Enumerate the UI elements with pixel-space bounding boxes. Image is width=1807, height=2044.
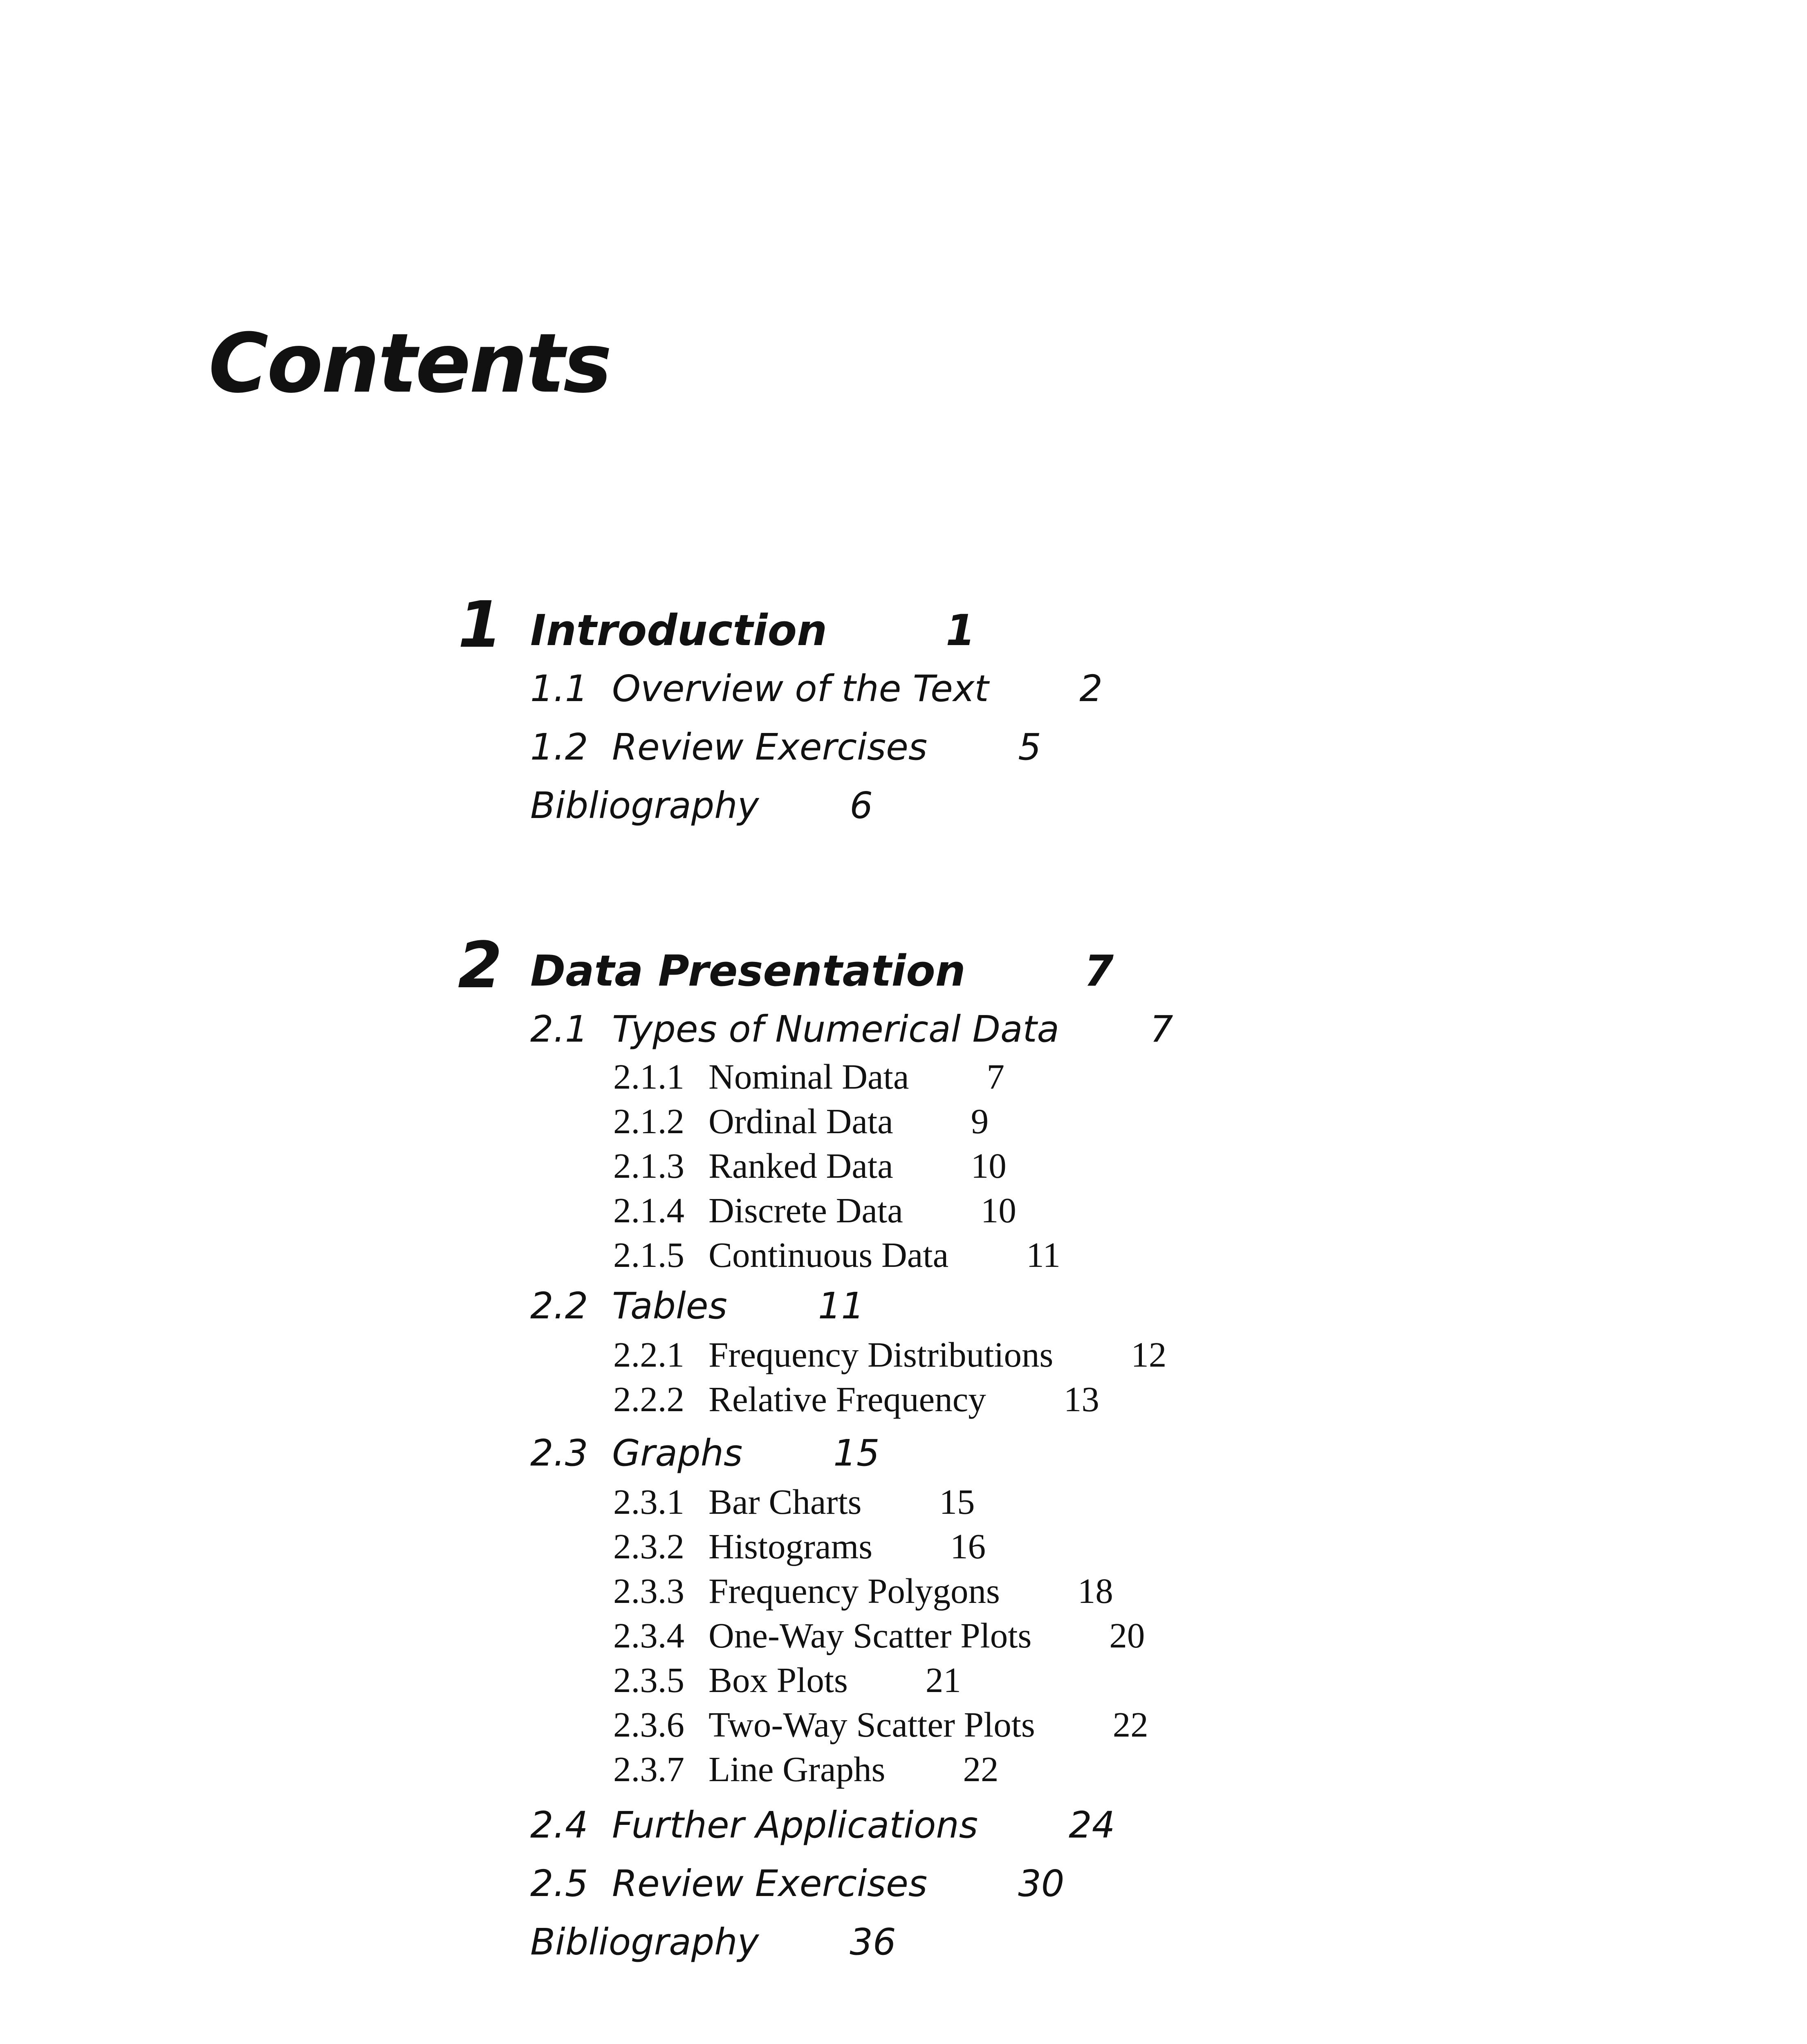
- toc-subsection-entry[interactable]: [613, 1751, 998, 1787]
- section-number: 2.3: [530, 1432, 588, 1474]
- page-number: 7: [1084, 946, 1114, 996]
- page-number: 22: [1112, 1705, 1148, 1744]
- toc-section-entry[interactable]: [530, 1432, 880, 1474]
- toc-section-entry[interactable]: [530, 1921, 896, 1963]
- toc-section-entry[interactable]: [530, 667, 1103, 710]
- page-number: 2: [1079, 667, 1103, 710]
- section-number: 2.2: [530, 1284, 588, 1327]
- section-number: 2.1: [530, 1008, 588, 1050]
- subsection-number: 2.1.2: [613, 1101, 684, 1141]
- page-number: 11: [818, 1284, 865, 1327]
- subsection-title: Bar Charts: [708, 1482, 862, 1522]
- section-number: 2.5: [530, 1862, 588, 1905]
- toc-subsection-entry[interactable]: [613, 1618, 1145, 1653]
- section-title: Further Applications: [612, 1804, 978, 1846]
- toc-subsection-entry[interactable]: [613, 1103, 989, 1139]
- section-title: Bibliography: [530, 784, 759, 827]
- subsection-number: 2.2.1: [613, 1335, 684, 1374]
- toc-subsection-entry[interactable]: [613, 1192, 1016, 1228]
- chapter-number: 2: [458, 928, 502, 1002]
- section-title: Types of Numerical Data: [612, 1008, 1060, 1050]
- toc-subsection-entry[interactable]: [613, 1707, 1148, 1742]
- toc-section-entry[interactable]: [530, 1804, 1115, 1846]
- page-number: 21: [925, 1660, 961, 1700]
- toc-subsection-entry[interactable]: [613, 1237, 1060, 1273]
- subsection-title: One-Way Scatter Plots: [708, 1616, 1032, 1655]
- subsection-title: Relative Frequency: [708, 1379, 986, 1419]
- toc-section-entry[interactable]: [530, 1284, 865, 1327]
- section-title: Review Exercises: [612, 1862, 928, 1905]
- subsection-number: 2.1.1: [613, 1057, 684, 1096]
- toc-section-entry[interactable]: [530, 1862, 1065, 1905]
- subsection-title: Frequency Distributions: [708, 1335, 1054, 1374]
- toc-subsection-entry[interactable]: [613, 1059, 1004, 1094]
- toc-chapter-entry[interactable]: [530, 605, 975, 655]
- subsection-number: 2.3.3: [613, 1571, 684, 1611]
- toc-section-entry[interactable]: [530, 726, 1041, 768]
- subsection-title: Histograms: [708, 1526, 873, 1566]
- subsection-number: 2.3.4: [613, 1616, 684, 1655]
- subsection-number: 2.3.5: [613, 1660, 684, 1700]
- page-number: 15: [939, 1482, 975, 1522]
- page-number: 1: [946, 605, 975, 655]
- toc-section-entry[interactable]: [530, 1008, 1173, 1050]
- subsection-number: 2.3.7: [613, 1749, 684, 1789]
- page-title: Contents: [208, 316, 610, 411]
- page-number: 12: [1131, 1335, 1167, 1374]
- chapter-number: 1: [458, 587, 502, 662]
- subsection-title: Box Plots: [708, 1660, 848, 1700]
- page-number: 16: [950, 1526, 986, 1566]
- section-number: 2.4: [530, 1804, 588, 1846]
- toc-subsection-entry[interactable]: [613, 1484, 975, 1520]
- toc-subsection-entry[interactable]: [613, 1337, 1166, 1372]
- page-number: 7: [986, 1057, 1004, 1096]
- toc-section-entry[interactable]: [530, 784, 873, 827]
- page-number: 24: [1069, 1804, 1115, 1846]
- toc-subsection-entry[interactable]: [613, 1662, 961, 1698]
- section-number: 1.2: [530, 726, 588, 768]
- subsection-number: 2.3.6: [613, 1705, 684, 1744]
- page-number: 15: [833, 1432, 880, 1474]
- page-number: 18: [1077, 1571, 1113, 1611]
- subsection-title: Discrete Data: [708, 1190, 903, 1230]
- page-number: 20: [1109, 1616, 1145, 1655]
- subsection-number: 2.3.2: [613, 1526, 684, 1566]
- subsection-number: 2.1.3: [613, 1146, 684, 1186]
- chapter-title: Introduction: [530, 605, 827, 655]
- page-number: 13: [1063, 1379, 1099, 1419]
- subsection-title: Two-Way Scatter Plots: [708, 1705, 1035, 1744]
- page-number: 10: [980, 1190, 1016, 1230]
- toc-subsection-entry[interactable]: [613, 1146, 1007, 1186]
- toc-subsection-entry[interactable]: [613, 1573, 1113, 1609]
- toc-chapter-entry[interactable]: [530, 946, 1114, 996]
- section-title: Overview of the Text: [612, 667, 989, 710]
- page-number: 36: [850, 1921, 896, 1963]
- section-title: Review Exercises: [612, 726, 928, 768]
- page-number: 10: [971, 1146, 1007, 1186]
- section-number: 1.1: [530, 667, 588, 710]
- page-number: 6: [850, 784, 873, 827]
- toc-subsection-entry[interactable]: [613, 1526, 986, 1566]
- subsection-title: Ordinal Data: [708, 1101, 893, 1141]
- section-title: Bibliography: [530, 1921, 759, 1963]
- subsection-number: 2.1.4: [613, 1190, 684, 1230]
- subsection-number: 2.1.5: [613, 1235, 684, 1275]
- subsection-title: Nominal Data: [708, 1057, 909, 1096]
- page-number: 7: [1150, 1008, 1173, 1050]
- page-number: 30: [1018, 1862, 1065, 1905]
- subsection-title: Frequency Polygons: [708, 1571, 1000, 1611]
- subsection-title: Continuous Data: [708, 1235, 949, 1275]
- subsection-number: 2.2.2: [613, 1379, 684, 1419]
- chapter-title: Data Presentation: [530, 946, 966, 996]
- subsection-title: Ranked Data: [708, 1146, 893, 1186]
- subsection-title: Line Graphs: [708, 1749, 886, 1789]
- subsection-number: 2.3.1: [613, 1482, 684, 1522]
- toc-subsection-entry[interactable]: [613, 1381, 1099, 1417]
- page-number: 5: [1018, 726, 1041, 768]
- page-number: 9: [971, 1101, 989, 1141]
- section-title: Graphs: [612, 1432, 743, 1474]
- page-number: 22: [963, 1749, 999, 1789]
- page-number: 11: [1026, 1235, 1060, 1275]
- section-title: Tables: [612, 1284, 727, 1327]
